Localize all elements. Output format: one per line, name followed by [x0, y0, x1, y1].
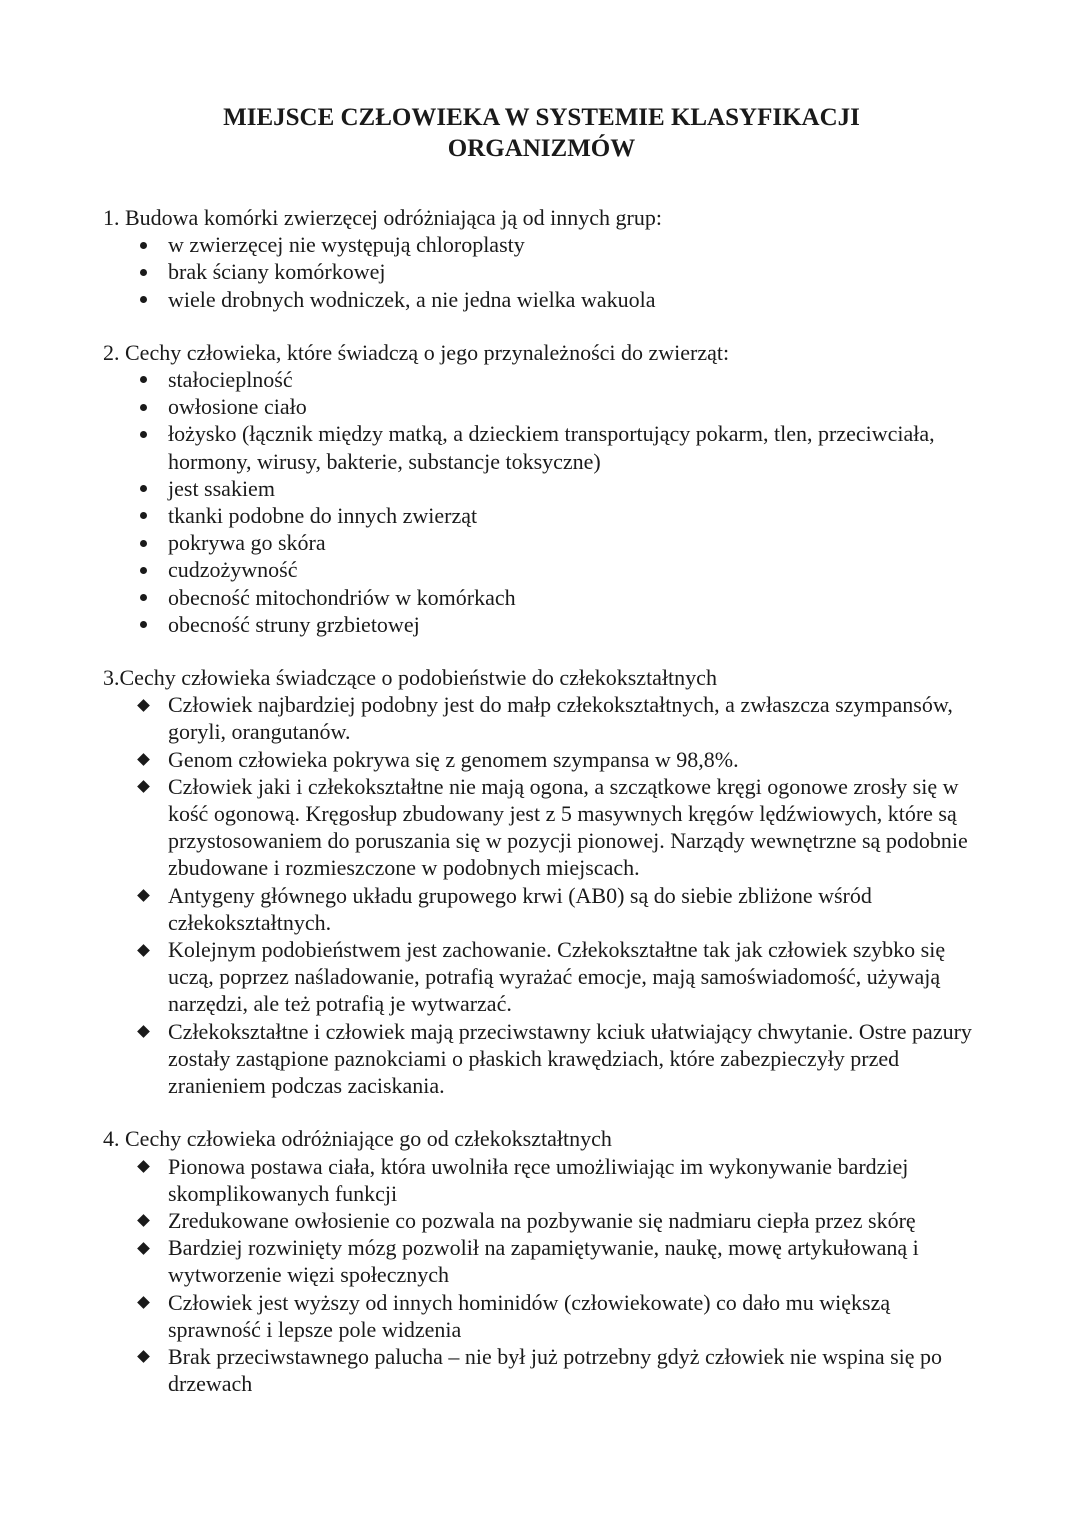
list-item-text: Genom człowieka pokrywa się z genomem szympansa w 98,8%. [168, 746, 739, 772]
list-item [103, 1343, 980, 1397]
list-item [103, 286, 980, 313]
dot-bullet-icon [131, 529, 155, 556]
document-body [103, 204, 980, 1397]
document-title [103, 102, 980, 164]
list-item [103, 611, 980, 638]
section-heading: 2. Cechy człowieka, które świadczą o jego przynależności do zwierząt: [103, 339, 730, 365]
list-item [103, 584, 980, 611]
list-item [103, 366, 980, 393]
diamond-bullet-icon [131, 1207, 155, 1234]
dot-bullet-icon [131, 393, 155, 420]
title-line-2: ORGANIZMÓW [447, 135, 636, 162]
list-item-text: obecność struny grzbietowej [168, 611, 420, 637]
list-item-text: Brak przeciwstawnego palucha – nie był już potrzebny gdyż człowiek nie wspina się po drzewach [168, 1343, 943, 1397]
list-item [103, 393, 980, 420]
list-item [103, 529, 980, 556]
section-1 [103, 204, 980, 313]
list-item-text: łożysko (łącznik między matką, a dzieckiem transportujący pokarm, tlen, przeciwciała, hormony, wirusy, bakterie, substancje toksyczne) [168, 421, 935, 474]
diamond-bullet-icon [131, 1153, 155, 1180]
bullet-list [103, 1153, 980, 1398]
list-item [103, 1234, 980, 1288]
list-item [103, 502, 980, 529]
dot-bullet-icon [131, 420, 155, 447]
list-item-text: Bardziej rozwinięty mózg pozwolił na zapamiętywanie, naukę, mowę artykułowaną i wytworzenie więzi społecznych [168, 1235, 919, 1288]
bullet-list [103, 231, 980, 313]
list-item [103, 258, 980, 285]
bullet-list [103, 366, 980, 638]
diamond-bullet-icon [131, 1343, 155, 1370]
list-item [103, 936, 980, 1018]
list-item-text: Człekokształtne i człowiek mają przeciwstawny kciuk ułatwiający chwytanie. Ostre pazury zostały zastąpione paznokciami o płaskich krawędziach, które zabezpieczyły przed zranieniem podczas zaciskania. [168, 1018, 972, 1099]
dot-bullet-icon [131, 366, 155, 393]
diamond-bullet-icon [131, 691, 155, 718]
section-heading: 3.Cechy człowieka świadczące o podobieństwie do człekokształtnych [103, 665, 717, 691]
list-item [103, 1018, 980, 1100]
list-item-text: Człowiek najbardziej podobny jest do małp człekokształtnych, a zwłaszcza szympansów, goryli, orangutanów. [168, 692, 953, 745]
list-item [103, 691, 980, 745]
title-line-1: MIEJSCE CZŁOWIEKA W SYSTEMIE KLASYFIKACJI [223, 104, 860, 131]
list-item-text: stałocieplność [168, 367, 293, 393]
dot-bullet-icon [131, 556, 155, 583]
dot-bullet-icon [131, 258, 155, 285]
section-heading: 4. Cechy człowieka odróżniające go od człekokształtnych [103, 1126, 612, 1152]
bullet-list [103, 691, 980, 1099]
list-item-text: pokrywa go skóra [168, 530, 326, 556]
diamond-bullet-icon [131, 1018, 155, 1045]
list-item-text: Człowiek jest wyższy od innych hominidów (człowiekowate) co dało mu większą sprawność i lepsze pole widzenia [168, 1289, 891, 1342]
list-item [103, 746, 980, 773]
list-item [103, 1153, 980, 1207]
dot-bullet-icon [131, 584, 155, 611]
list-item-text: jest ssakiem [168, 475, 275, 501]
section-3 [103, 664, 980, 1099]
diamond-bullet-icon [131, 1289, 155, 1316]
list-item [103, 773, 980, 882]
section-4 [103, 1125, 980, 1397]
diamond-bullet-icon [131, 746, 155, 773]
list-item-text: Człowiek jaki i człekokształtne nie mają ogona, a szczątkowe kręgi ogonowe zrosły się w kość ogonową. Kręgosłup zbudowany jest z 5 masywnych kręgów lędźwiowych, które są przystosowaniem do poruszania się w pozycji pionowej. Narządy wewnętrzne są podobnie zbudowane i rozmieszczone w podobnych miejscach. [168, 773, 968, 881]
section-heading: 1. Budowa komórki zwierzęcej odróżniająca ją od innych grup: [103, 205, 662, 230]
list-item-text: Antygeny głównego układu grupowego krwi (AB0) są do siebie zbliżone wśród człekokształtnych. [168, 882, 872, 935]
list-item [103, 556, 980, 583]
list-item [103, 420, 980, 474]
list-item-text: Kolejnym podobieństwem jest zachowanie. Człekokształtne tak jak człowiek szybko się uczą, poprzez naśladowanie, potrafią wyrażać emocje, mają samoświadomość, używają narzędzi, ale też potrafią je wytwarzać. [168, 937, 946, 1017]
dot-bullet-icon [131, 611, 155, 638]
dot-bullet-icon [131, 502, 155, 529]
list-item-text: Zredukowane owłosienie co pozwala na pozbywanie się nadmiaru ciepła przez skórę [168, 1207, 916, 1233]
list-item-text: obecność mitochondriów w komórkach [168, 584, 516, 610]
diamond-bullet-icon [131, 1234, 155, 1261]
list-item [103, 475, 980, 502]
diamond-bullet-icon [131, 882, 155, 909]
diamond-bullet-icon [131, 773, 155, 800]
list-item-text: tkanki podobne do innych zwierząt [168, 503, 478, 529]
list-item-text: owłosione ciało [168, 394, 307, 420]
dot-bullet-icon [131, 286, 155, 313]
list-item-text: wiele drobnych wodniczek, a nie jedna wielka wakuola [168, 286, 656, 312]
diamond-bullet-icon [131, 936, 155, 963]
section-2 [103, 339, 980, 638]
list-item [103, 1207, 980, 1234]
list-item-text: w zwierzęcej nie występują chloroplasty [168, 232, 525, 258]
list-item-text: Pionowa postawa ciała, która uwolniła ręce umożliwiając im wykonywanie bardziej skomplikowanych funkcji [168, 1153, 909, 1206]
list-item-text: brak ściany komórkowej [168, 259, 386, 285]
list-item [103, 231, 980, 258]
list-item [103, 882, 980, 936]
list-item [103, 1289, 980, 1343]
list-item-text: cudzożywność [168, 557, 298, 583]
dot-bullet-icon [131, 231, 155, 258]
dot-bullet-icon [131, 475, 155, 502]
